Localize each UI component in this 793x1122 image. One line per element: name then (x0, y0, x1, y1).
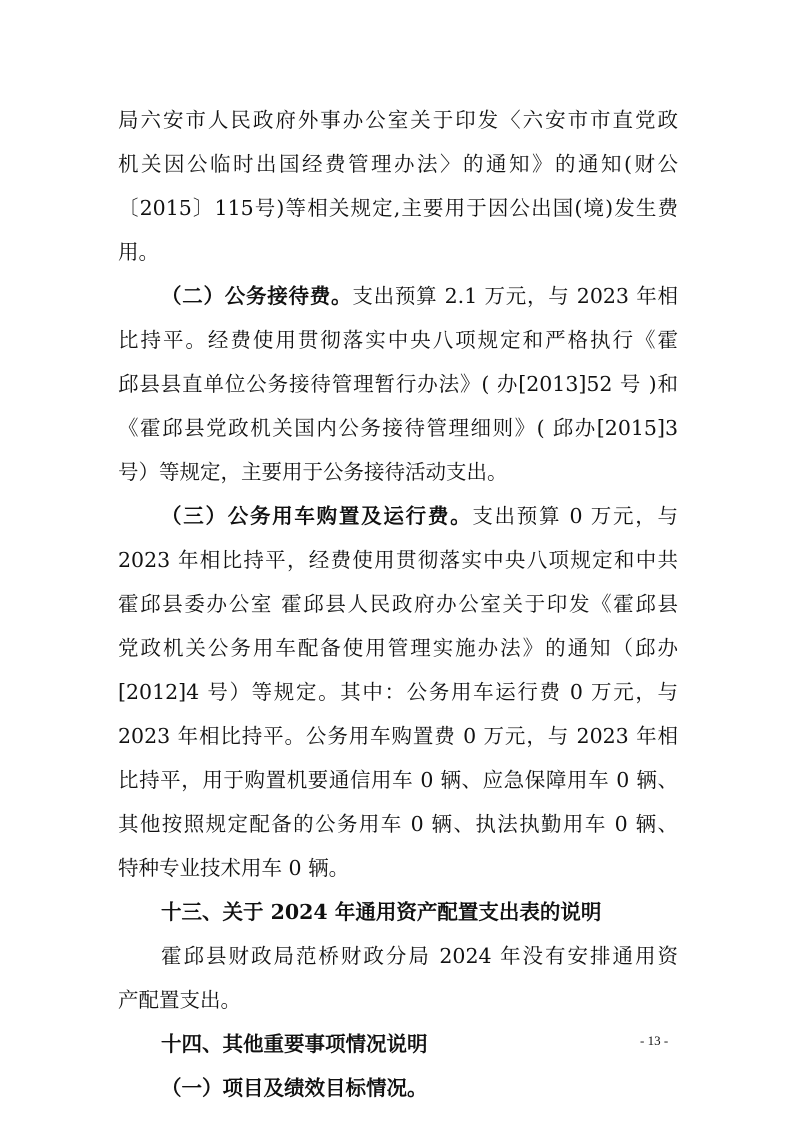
body-text-line: 局六安市人民政府外事办公室关于印发〈六安市市直党政 (118, 108, 678, 132)
body-text-line: 2023 年相比持平，经费使用贯彻落实中央八项规定和中共 (118, 548, 678, 572)
body-text-line: 其他按照规定配备的公务用车 0 辆、执法执勤用车 0 辆、 (118, 812, 678, 836)
section-heading-14: 十四、其他重要事项情况说明 (161, 1032, 428, 1056)
body-text-line: 邱县县直单位公务接待管理暂行办法》( 办[2013]52 号 )和 (118, 372, 678, 396)
body-text-line: 霍邱县财政局范桥财政分局 2024 年没有安排通用资 (161, 944, 678, 968)
body-text-line: 党政机关公务用车配备使用管理实施办法》的通知（邱办 (118, 636, 678, 660)
body-text-line: 用。 (118, 240, 159, 264)
body-text-line: 比持平。经费使用贯彻落实中央八项规定和严格执行《霍 (118, 328, 678, 352)
section-text: 支出预算 2.1 万元，与 2023 年相 (352, 284, 679, 308)
body-text-line: 2023 年相比持平。公务用车购置费 0 万元，与 2023 年相 (118, 724, 678, 748)
section-paragraph-vehicles (161, 504, 678, 528)
body-text-line: 〔2015〕115号)等相关规定,主要用于因公出国(境)发生费 (118, 196, 678, 220)
section-paragraph-reception (161, 284, 678, 308)
body-text-line: 特种专业技术用车 0 辆。 (118, 856, 350, 880)
section-heading-vehicles: （三）公务用车购置及运行费。 (161, 504, 473, 528)
body-text-line: 产配置支出。 (118, 988, 241, 1012)
body-text-line: [2012]4 号）等规定。其中：公务用车运行费 0 万元，与 (118, 680, 678, 704)
section-text: 支出预算 0 万元，与 (472, 504, 679, 528)
body-text-line: 机关因公临时出国经费管理办法〉的通知》的通知(财公 (118, 152, 678, 176)
page-number: - 13 - (640, 1033, 669, 1048)
section-heading-reception: （二）公务接待费。 (161, 284, 353, 308)
section-heading-13: 十三、关于 2024 年通用资产配置支出表的说明 (161, 900, 602, 924)
body-text-line: 比持平，用于购置机要通信用车 0 辆、应急保障用车 0 辆、 (118, 768, 678, 792)
body-text-line: 号）等规定，主要用于公务接待活动支出。 (118, 460, 508, 484)
subsection-heading-projects: （一）项目及绩效目标情况。 (161, 1076, 428, 1100)
body-text-line: 霍邱县委办公室 霍邱县人民政府办公室关于印发《霍邱县 (118, 592, 678, 616)
body-text-line: 《霍邱县党政机关国内公务接待管理细则》( 邱办[2015]3 (118, 416, 678, 440)
